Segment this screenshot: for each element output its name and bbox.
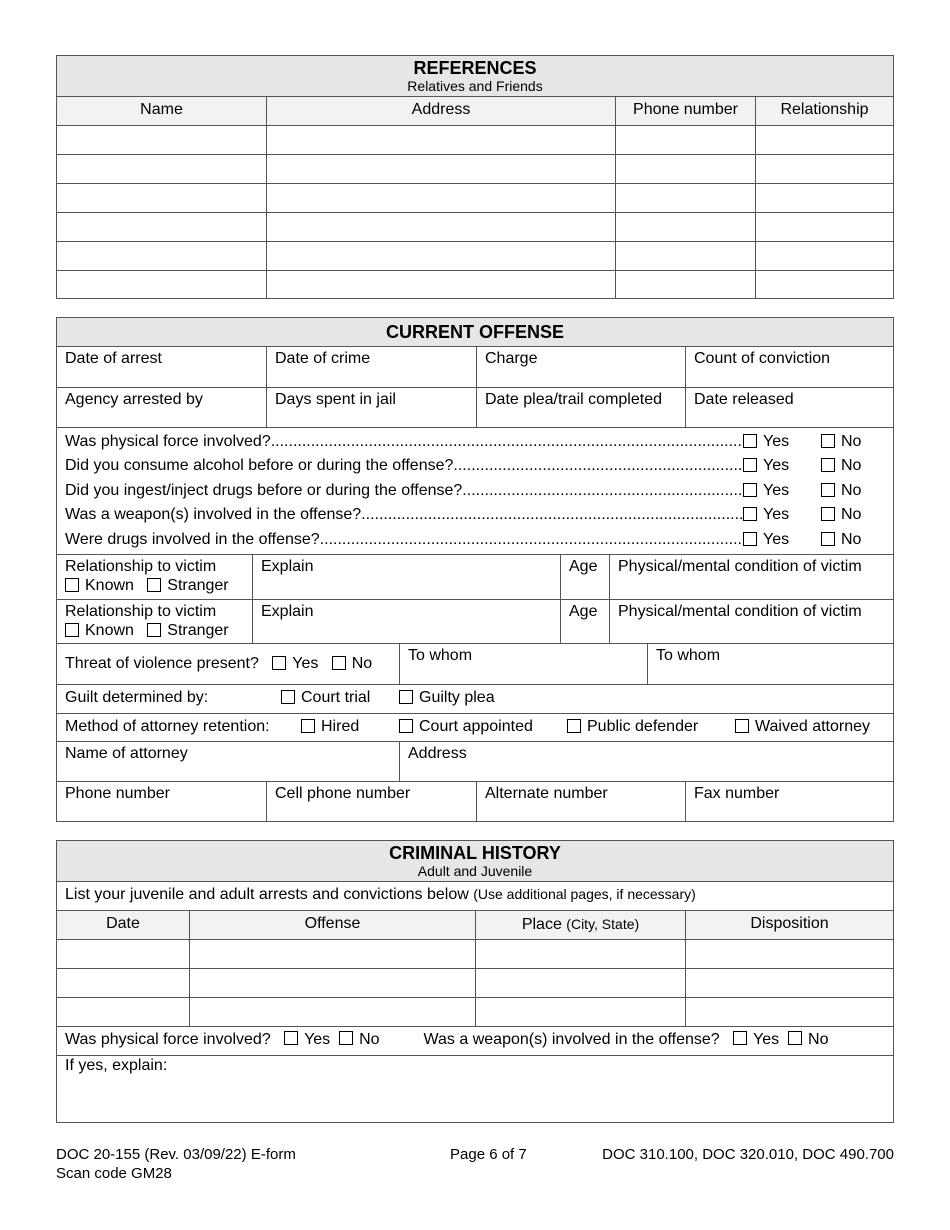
question-yes-checkbox[interactable]: [743, 483, 757, 497]
history-questions-row: Was physical force involved? Yes No Was a weapon(s) involved in the offense? Yes No: [57, 1026, 893, 1055]
references-title: REFERENCES: [413, 58, 537, 78]
date-plea-field[interactable]: Date plea/trail completed: [476, 388, 685, 427]
offense-row-2: [57, 387, 893, 427]
reference-row: [57, 154, 893, 183]
victim-row-1: [57, 554, 893, 599]
reference-name-cell[interactable]: [57, 242, 266, 270]
dot-leader: [361, 503, 743, 527]
history-offense-cell[interactable]: [189, 940, 475, 968]
reference-phone-cell[interactable]: [615, 242, 755, 270]
reference-name-cell[interactable]: [57, 155, 266, 183]
question-no-checkbox[interactable]: [821, 458, 835, 472]
offense-question-line: Was physical force involved? ..... Yes No: [65, 430, 885, 454]
criminal-history-header: [57, 841, 893, 882]
reference-phone-cell[interactable]: [615, 155, 755, 183]
attorney-retention-row: Method of attorney retention: Hired Court appointed Public defender Waived attorney: [57, 713, 893, 741]
references-section: [56, 55, 894, 299]
col-place: Place (City, State): [475, 911, 685, 939]
col-relationship: Relationship: [755, 97, 893, 125]
agency-arrested-by-field[interactable]: Agency arrested by: [65, 391, 203, 408]
to-whom-field-1[interactable]: To whom: [399, 644, 647, 684]
references-header: [57, 56, 893, 97]
question-text: Was physical force involved?: [65, 433, 271, 450]
reference-name-cell[interactable]: [57, 184, 266, 212]
criminal-history-subtitle: Adult and Juvenile: [417, 863, 533, 879]
reference-address-cell[interactable]: [266, 155, 615, 183]
reference-row: [57, 241, 893, 270]
history-place-cell[interactable]: [475, 998, 685, 1026]
to-whom-field-2[interactable]: To whom: [647, 644, 893, 684]
reference-address-cell[interactable]: [266, 271, 615, 298]
question-no-checkbox[interactable]: [821, 434, 835, 448]
history-date-cell[interactable]: [57, 998, 189, 1026]
reference-address-cell[interactable]: [266, 126, 615, 154]
if-yes-explain-field[interactable]: If yes, explain:: [57, 1055, 893, 1122]
reference-phone-cell[interactable]: [615, 213, 755, 241]
relationship-to-victim-2: Relationship to victim Known Stranger: [65, 603, 229, 639]
history-force-yes-checkbox[interactable]: [284, 1031, 298, 1045]
question-yes-checkbox[interactable]: [743, 434, 757, 448]
reference-relationship-cell[interactable]: [755, 126, 893, 154]
question-text: Did you consume alcohol before or during the offense?: [65, 457, 454, 475]
reference-relationship-cell[interactable]: [755, 271, 893, 298]
current-offense-header: [57, 318, 893, 347]
reference-row: [57, 270, 893, 298]
reference-relationship-cell[interactable]: [755, 184, 893, 212]
col-disposition: Disposition: [685, 911, 893, 939]
history-place-cell[interactable]: [475, 969, 685, 997]
current-offense-section: [56, 317, 894, 822]
date-of-crime-field[interactable]: Date of crime: [266, 347, 476, 387]
attorney-method-label: Method of attorney retention:: [65, 718, 270, 735]
reference-address-cell[interactable]: [266, 184, 615, 212]
threat-row: [57, 643, 893, 684]
history-force-no-checkbox[interactable]: [339, 1031, 353, 1045]
history-weapon-yes-checkbox[interactable]: [733, 1031, 747, 1045]
known-checkbox[interactable]: [65, 578, 79, 592]
victim-condition-field-2[interactable]: Physical/mental condition of victim: [609, 600, 893, 643]
stranger-checkbox[interactable]: [147, 578, 161, 592]
form-id: DOC 20-155 (Rev. 03/09/22) E-form: [56, 1146, 296, 1163]
offense-questions: [57, 427, 893, 554]
question-text: Was a weapon(s) involved in the offense?: [65, 506, 362, 524]
col-offense: Offense: [189, 911, 475, 939]
current-offense-title: CURRENT OFFENSE: [385, 322, 564, 342]
criminal-history-title: CRIMINAL HISTORY: [389, 843, 561, 863]
offense-row-1: [57, 347, 893, 387]
offense-question-line: Did you consume alcohol before or during the offense? ..... Yes No: [65, 454, 885, 478]
court-appointed-checkbox[interactable]: [399, 719, 413, 733]
victim-row-2: [57, 599, 893, 643]
offense-question-line: Were drugs involved in the offense? ..... Yes No: [65, 528, 885, 552]
reference-name-cell[interactable]: [57, 271, 266, 298]
scan-code: Scan code GM28: [56, 1165, 172, 1182]
count-of-conviction-field[interactable]: Count of conviction: [685, 347, 893, 387]
question-no-checkbox[interactable]: [821, 532, 835, 546]
references-subtitle: Relatives and Friends: [407, 78, 543, 94]
history-row: [57, 939, 893, 968]
history-disposition-cell[interactable]: [685, 969, 893, 997]
threat-yes-checkbox[interactable]: [272, 656, 286, 670]
reference-address-cell[interactable]: [266, 242, 615, 270]
reference-name-cell[interactable]: [57, 126, 266, 154]
history-date-cell[interactable]: [57, 969, 189, 997]
public-defender-checkbox[interactable]: [567, 719, 581, 733]
history-weapon-no-checkbox[interactable]: [788, 1031, 802, 1045]
reference-address-cell[interactable]: [266, 213, 615, 241]
date-of-arrest-field[interactable]: Date of arrest: [65, 350, 162, 367]
history-offense-cell[interactable]: [189, 969, 475, 997]
known-checkbox[interactable]: [65, 623, 79, 637]
dot-leader: [320, 528, 743, 552]
col-date: Date: [57, 911, 189, 939]
offense-question-line: Did you ingest/inject drugs before or during the offense? ..... Yes No: [65, 479, 885, 503]
history-column-headers: [57, 910, 893, 939]
fax-number-field[interactable]: Fax number: [685, 782, 893, 821]
victim-condition-field-1[interactable]: Physical/mental condition of victim: [609, 555, 893, 599]
history-offense-cell[interactable]: [189, 998, 475, 1026]
guilty-plea-checkbox[interactable]: [399, 690, 413, 704]
question-yes-checkbox[interactable]: [743, 507, 757, 521]
guilt-label: Guilt determined by:: [65, 689, 209, 706]
reference-phone-cell[interactable]: [615, 271, 755, 298]
stranger-checkbox[interactable]: [147, 623, 161, 637]
hired-checkbox[interactable]: [301, 719, 315, 733]
doc-references: DOC 310.100, DOC 320.010, DOC 490.700: [602, 1146, 894, 1163]
guilt-row: Guilt determined by: Court trial Guilty plea: [57, 684, 893, 713]
attorney-address-field[interactable]: Address: [399, 742, 893, 781]
attorney-name-row: [57, 741, 893, 781]
reference-phone-cell[interactable]: [615, 126, 755, 154]
col-name: Name: [57, 97, 266, 125]
alternate-number-field[interactable]: Alternate number: [476, 782, 685, 821]
charge-field[interactable]: Charge: [476, 347, 685, 387]
explain-field-2[interactable]: Explain: [252, 600, 560, 643]
threat-no-checkbox[interactable]: [332, 656, 346, 670]
criminal-history-instruction: List your juvenile and adult arrests and convictions below (Use additional pages, if necessary): [65, 886, 696, 903]
attorney-name-field[interactable]: Name of attorney: [65, 745, 188, 762]
reference-row: [57, 125, 893, 154]
question-yes-checkbox[interactable]: [743, 458, 757, 472]
age-field-1[interactable]: Age: [560, 555, 609, 599]
reference-row: [57, 212, 893, 241]
references-column-headers: [57, 97, 893, 125]
question-no-checkbox[interactable]: [821, 483, 835, 497]
question-text: Did you ingest/inject drugs before or during the offense?: [65, 481, 463, 499]
history-date-cell[interactable]: [57, 940, 189, 968]
reference-name-cell[interactable]: [57, 213, 266, 241]
history-place-cell[interactable]: [475, 940, 685, 968]
reference-relationship-cell[interactable]: [755, 242, 893, 270]
offense-question-line: Was a weapon(s) involved in the offense? ..... Yes No: [65, 503, 885, 527]
question-text: Were drugs involved in the offense?: [65, 530, 320, 548]
question-no-checkbox[interactable]: [821, 507, 835, 521]
history-disposition-cell[interactable]: [685, 940, 893, 968]
days-in-jail-field[interactable]: Days spent in jail: [266, 388, 476, 427]
court-trial-checkbox[interactable]: [281, 690, 295, 704]
reference-relationship-cell[interactable]: [755, 213, 893, 241]
history-row: [57, 968, 893, 997]
threat-of-violence: Threat of violence present? Yes No: [65, 655, 373, 672]
waived-attorney-checkbox[interactable]: [735, 719, 749, 733]
col-phone: Phone number: [615, 97, 755, 125]
reference-phone-cell[interactable]: [615, 184, 755, 212]
relationship-to-victim-1: Relationship to victim Known Stranger: [65, 558, 229, 594]
reference-relationship-cell[interactable]: [755, 155, 893, 183]
dot-leader: [453, 454, 743, 478]
age-field-2[interactable]: Age: [560, 600, 609, 643]
history-row: [57, 997, 893, 1026]
explain-field-1[interactable]: Explain: [252, 555, 560, 599]
cell-phone-field[interactable]: Cell phone number: [266, 782, 476, 821]
page-number: Page 6 of 7: [450, 1146, 527, 1163]
attorney-phones-row: [57, 781, 893, 821]
dot-leader: [271, 430, 743, 454]
history-disposition-cell[interactable]: [685, 998, 893, 1026]
reference-row: [57, 183, 893, 212]
dot-leader: [462, 479, 743, 503]
criminal-history-section: [56, 840, 894, 1123]
date-released-field[interactable]: Date released: [685, 388, 893, 427]
phone-number-field[interactable]: Phone number: [65, 785, 170, 802]
col-address: Address: [266, 97, 615, 125]
question-yes-checkbox[interactable]: [743, 532, 757, 546]
